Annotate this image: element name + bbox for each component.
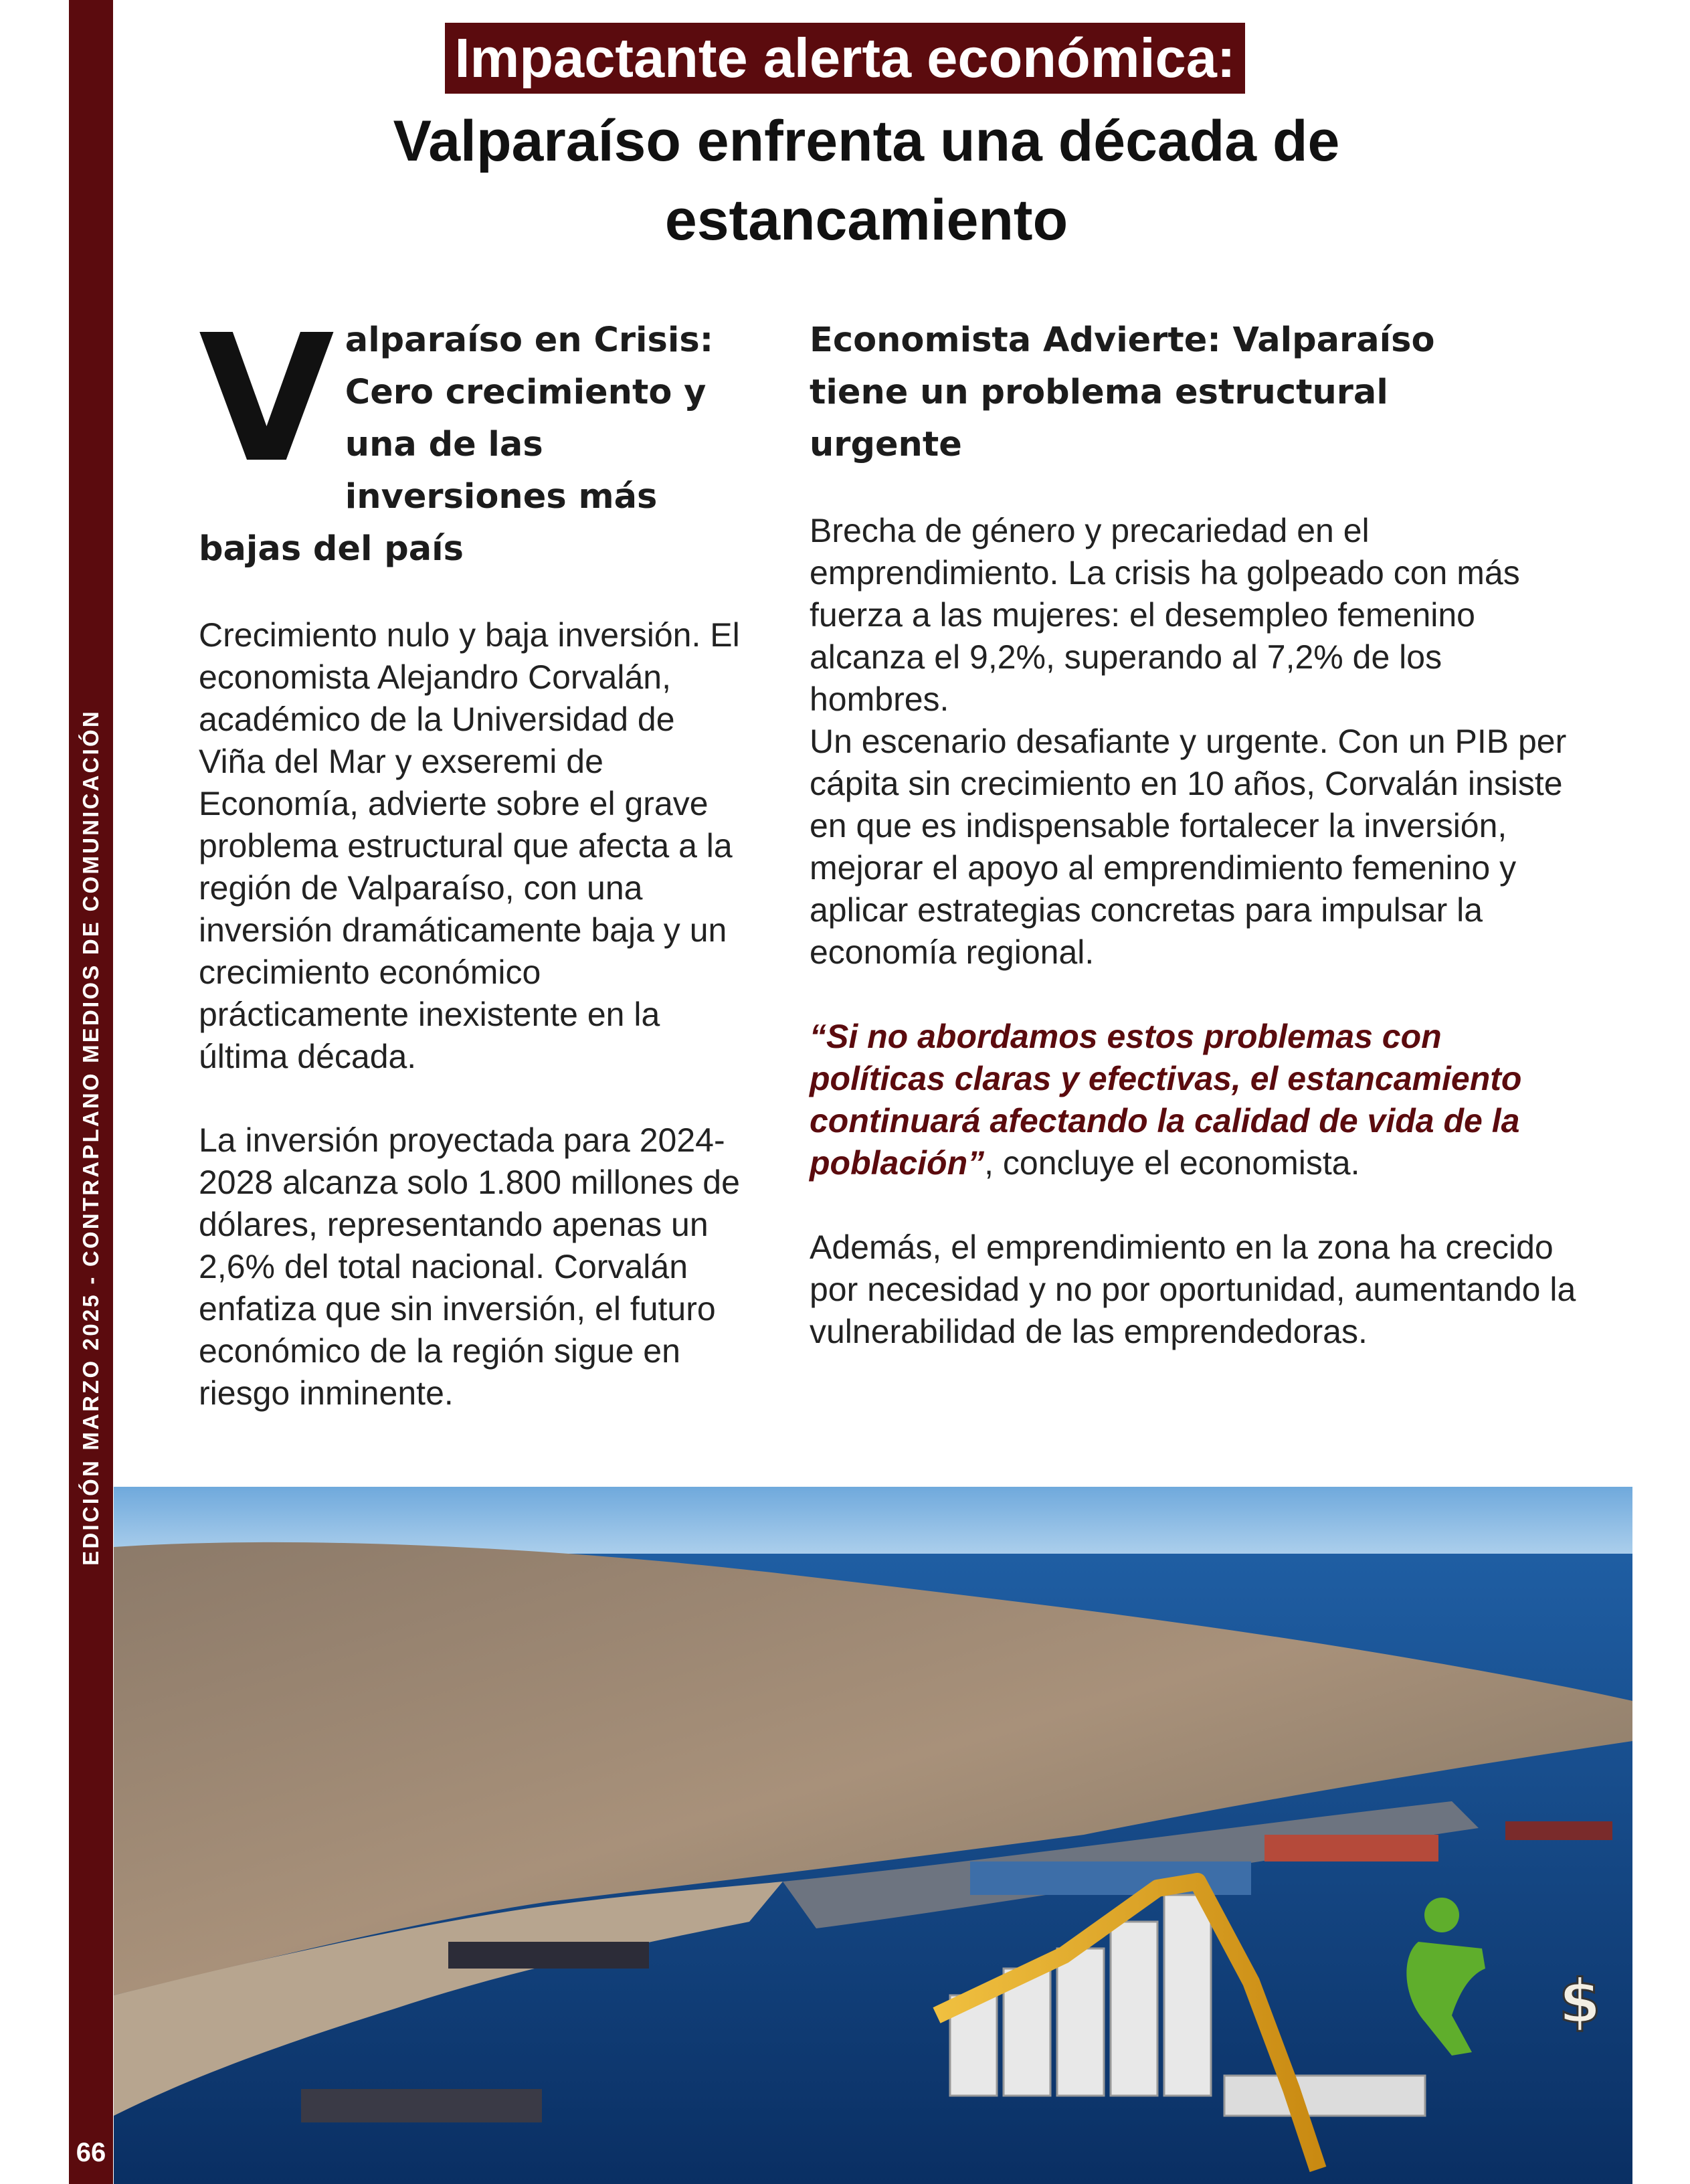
article-headline: Valparaíso enfrenta una década de estancamiento — [393, 109, 1340, 252]
page-number: 66 — [76, 2138, 106, 2167]
right-paragraph-2: Un escenario desafiante y urgente. Con un PIB per cápita sin crecimiento en 10 años, Corvalán insiste en que es indispensable fortalecer la inversión, mejorar el apoyo al emprendimiento femenino y aplicar estrategias concretas para impulsar la economía regional. — [810, 723, 1567, 971]
spacer — [810, 471, 1586, 510]
left-paragraph-1: Crecimiento nulo y baja inversión. El economista Alejandro Corvalán, académico de la Universidad de Viña del Mar y exseremi de Economía, advierte sobre el grave problema estructural que afecta a la región de Valparaíso, con una inversión dramáticamente baja y un crecimiento económico prácticamente inexistente en la última década. — [199, 616, 740, 1075]
right-paragraph-3: Además, el emprendimiento en la zona ha crecido por necesidad y no por oportunidad, aumentando la vulnerabilidad de las emprendedoras. — [810, 1228, 1576, 1350]
spacer — [199, 1078, 747, 1119]
photo-ship — [448, 1942, 649, 1969]
chart-bar — [1164, 1895, 1211, 2096]
chart-bar — [1057, 1948, 1104, 2096]
dollar-sign-icon: $ — [1559, 1967, 1601, 2037]
kicker-wrapper — [0, 23, 1690, 94]
edition-label: EDICIÓN MARZO 2025 - CONTRAPLANO MEDIOS DE COMUNICACIÓN — [78, 709, 103, 1566]
quote-attribution: , concluye el economista. — [984, 1144, 1360, 1182]
spacer — [199, 575, 747, 614]
right-paragraph-1: Brecha de género y precariedad en el emprendimiento. La crisis ha golpeado con más fuerza a las mujeres: el desempleo femenino alcanza el 9,2%, superando al 7,2% de los hombres. — [810, 512, 1520, 718]
quote-paragraph — [810, 1016, 1586, 1184]
left-paragraph-2: La inversión proyectada para 2024-2028 alcanza solo 1.800 millones de dólares, representando apenas un 2,6% del total nacional. Corvalán enfatiza que sin inversión, el futuro económico de la región sigue en riesgo inminente. — [199, 1121, 740, 1412]
dropcap-letter: V — [199, 297, 335, 501]
left-subhead: alparaíso en Crisis: Cero crecimiento y una de las inversiones más bajas del país — [199, 321, 714, 569]
spacer — [810, 1184, 1586, 1226]
left-column — [199, 297, 747, 1415]
photo-container-stack — [1264, 1835, 1438, 1861]
economist-quote: “Si no abordamos estos problemas con políticas claras y efectivas, el estancamiento continuará afectando la calidad de vida de la población” — [810, 1018, 1522, 1182]
kicker-banner: Impactante alerta económica: — [445, 23, 1244, 94]
chart-base — [1224, 2076, 1425, 2116]
spacer — [810, 974, 1586, 1016]
right-column — [810, 314, 1586, 1353]
chart-bar — [1111, 1922, 1157, 2096]
photo-ship — [1505, 1821, 1612, 1840]
photo-ship — [301, 2089, 542, 2122]
right-subhead: Economista Advierte: Valparaíso tiene un problema estructural urgente — [810, 321, 1435, 464]
valparaiso-aerial-photo — [114, 1487, 1632, 2184]
